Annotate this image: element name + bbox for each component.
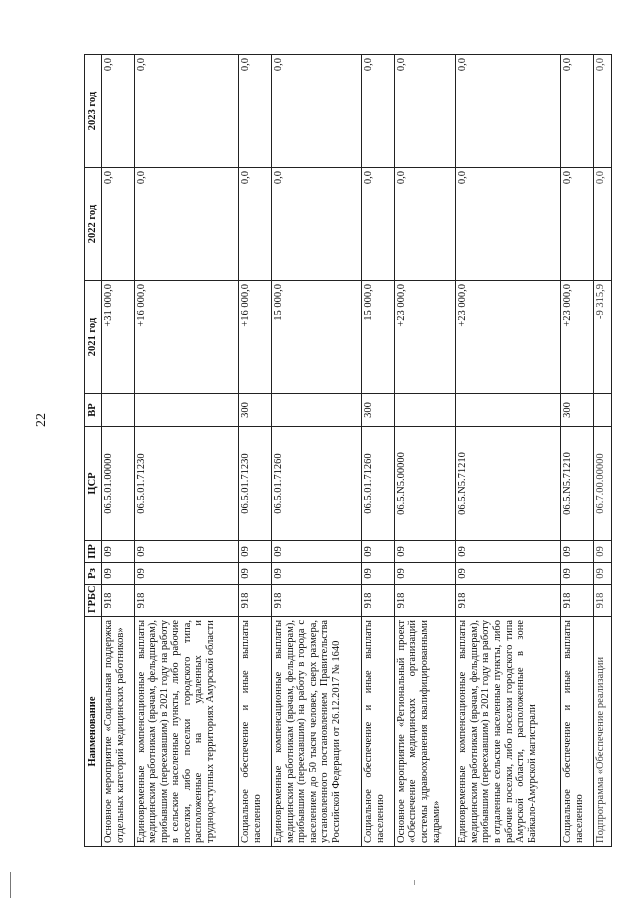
cell-grbs: 918: [561, 585, 594, 617]
cell-grbs: 918: [102, 585, 135, 617]
cell-vr: [593, 394, 611, 427]
cell-grbs: 918: [134, 585, 239, 617]
cell-name: Единовременные компенсационные выплаты медицинским работникам (врачам, фельдшерам), прибывшим (переехавшим) в 2021 году на работу в отдаленные сельские населенные пункты, либо рабочие поселки, либо поселки городского типа Амурской области, расположенные в зоне Байкало-Амурской магистрали: [456, 617, 561, 847]
table-row: [102, 55, 135, 847]
table-row: [394, 55, 455, 847]
cell-grbs: 918: [456, 585, 561, 617]
header-vr: ВР: [85, 394, 102, 427]
cell-name: Социальное обеспечение и иные выплаты населению: [561, 617, 594, 847]
cell-2022: 0,0: [271, 168, 361, 281]
header-csr: ЦСР: [85, 427, 102, 541]
cell-2023: 0,0: [456, 55, 561, 168]
cell-name: Единовременные компенсационные выплаты медицинским работникам (врачам, фельдшерам), прибывшим (переехавшим) в 2021 году на работу в сельские населенные пункты, либо рабочие поселки, либо поселки городского типа, расположенные на удаленных и труднодоступных территориях Амурской области: [134, 617, 239, 847]
cell-2022: 0,0: [134, 168, 239, 281]
header-2021: 2021 год: [85, 281, 102, 394]
cell-csr: 06.5.01.71260: [362, 427, 395, 541]
cell-2023: 0,0: [271, 55, 361, 168]
cell-grbs: 918: [394, 585, 455, 617]
cell-csr: 06.5.01.71260: [271, 427, 361, 541]
header-2022: 2022 год: [85, 168, 102, 281]
table-row: [134, 55, 239, 847]
cell-pr: 09: [271, 541, 361, 563]
cell-2023: 0,0: [561, 55, 594, 168]
cell-name: Подпрограмма «Обеспечение реализации: [593, 617, 611, 847]
cell-name: Социальное обеспечение и иные выплаты населению: [362, 617, 395, 847]
cell-csr: 06.5.N5.71210: [456, 427, 561, 541]
page-number: 22: [34, 413, 49, 427]
cell-2021: +23 000,0: [456, 281, 561, 394]
cell-rz: 09: [271, 563, 361, 585]
cell-grbs: 918: [362, 585, 395, 617]
margin-mark: [10, 872, 11, 898]
budget-table: [84, 54, 612, 847]
cell-pr: 09: [362, 541, 395, 563]
cell-2022: 0,0: [561, 168, 594, 281]
cell-2022: 0,0: [456, 168, 561, 281]
table-row: [239, 55, 272, 847]
cell-2021: +31 000,0: [102, 281, 135, 394]
cell-pr: 09: [456, 541, 561, 563]
cell-2021: 15 000,0: [362, 281, 395, 394]
cell-rz: 09: [456, 563, 561, 585]
cell-2021: 15 000,0: [271, 281, 361, 394]
cell-2022: 0,0: [362, 168, 395, 281]
cell-pr: 09: [102, 541, 135, 563]
cell-rz: 09: [593, 563, 611, 585]
cell-name: Основное мероприятие «Социальная поддержка отдельных категорий медицинских работников»: [102, 617, 135, 847]
rotated-table-container: [84, 55, 612, 847]
cell-vr: [271, 394, 361, 427]
cell-vr: 300: [239, 394, 272, 427]
cell-vr: [102, 394, 135, 427]
header-2023: 2023 год: [85, 55, 102, 168]
cell-csr: 06.5.N5.00000: [394, 427, 455, 541]
header-rz: Рз: [85, 563, 102, 585]
cell-name: Единовременные компенсационные выплаты медицинским работникам (врачам, фельдшерам), прибывшим (переехавшим) на работу в города с населением до 50 тысяч человек, сверх размера, установленного постановлением Правительства Российской Федерации от 26.12.2017 № 1640: [271, 617, 361, 847]
cell-name: Социальное обеспечение и иные выплаты населению: [239, 617, 272, 847]
header-pr: ПР: [85, 541, 102, 563]
cell-csr: 06.7.00.00000: [593, 427, 611, 541]
cell-pr: 09: [593, 541, 611, 563]
cell-rz: 09: [102, 563, 135, 585]
cell-grbs: 918: [239, 585, 272, 617]
cell-csr: 06.5.N5.71210: [561, 427, 594, 541]
cell-2021: +23 000,0: [394, 281, 455, 394]
cell-csr: 06.5.01.71230: [239, 427, 272, 541]
cell-2022: 0,0: [239, 168, 272, 281]
cell-vr: 300: [561, 394, 594, 427]
cell-2021: +23 000,0: [561, 281, 594, 394]
cell-vr: 300: [362, 394, 395, 427]
table-row: [271, 55, 361, 847]
cell-vr: [456, 394, 561, 427]
cell-2021: +16 000,0: [134, 281, 239, 394]
cell-pr: 09: [134, 541, 239, 563]
cell-grbs: 918: [593, 585, 611, 617]
cell-name: Основное мероприятие «Региональный проект «Обеспечение медицинских организаций системы здравоохранения квалифицированными кадрами»: [394, 617, 455, 847]
cell-pr: 09: [561, 541, 594, 563]
header-grbs: ГРБС: [85, 585, 102, 617]
cell-2023: 0,0: [593, 55, 611, 168]
scan-dot: [414, 880, 415, 885]
table-row: [593, 55, 611, 847]
cell-csr: 06.5.01.00000: [102, 427, 135, 541]
cell-grbs: 918: [271, 585, 361, 617]
cell-csr: 06.5.01.71230: [134, 427, 239, 541]
cell-2023: 0,0: [102, 55, 135, 168]
cell-2021: +16 000,0: [239, 281, 272, 394]
cell-vr: [134, 394, 239, 427]
header-name: Наименование: [85, 617, 102, 847]
cell-2023: 0,0: [239, 55, 272, 168]
table-row: [456, 55, 561, 847]
cell-rz: 09: [394, 563, 455, 585]
cell-rz: 09: [239, 563, 272, 585]
cell-pr: 09: [239, 541, 272, 563]
cell-2023: 0,0: [362, 55, 395, 168]
cell-rz: 09: [362, 563, 395, 585]
table-header-row: [85, 55, 102, 847]
cell-rz: 09: [561, 563, 594, 585]
cell-2022: 0,0: [102, 168, 135, 281]
cell-2022: 0,0: [394, 168, 455, 281]
table-row: [362, 55, 395, 847]
cell-2023: 0,0: [394, 55, 455, 168]
table-row: [561, 55, 594, 847]
cell-2022: 0,0: [593, 168, 611, 281]
cell-2021: -9 315,9: [593, 281, 611, 394]
cell-2023: 0,0: [134, 55, 239, 168]
cell-vr: [394, 394, 455, 427]
cell-pr: 09: [394, 541, 455, 563]
cell-rz: 09: [134, 563, 239, 585]
